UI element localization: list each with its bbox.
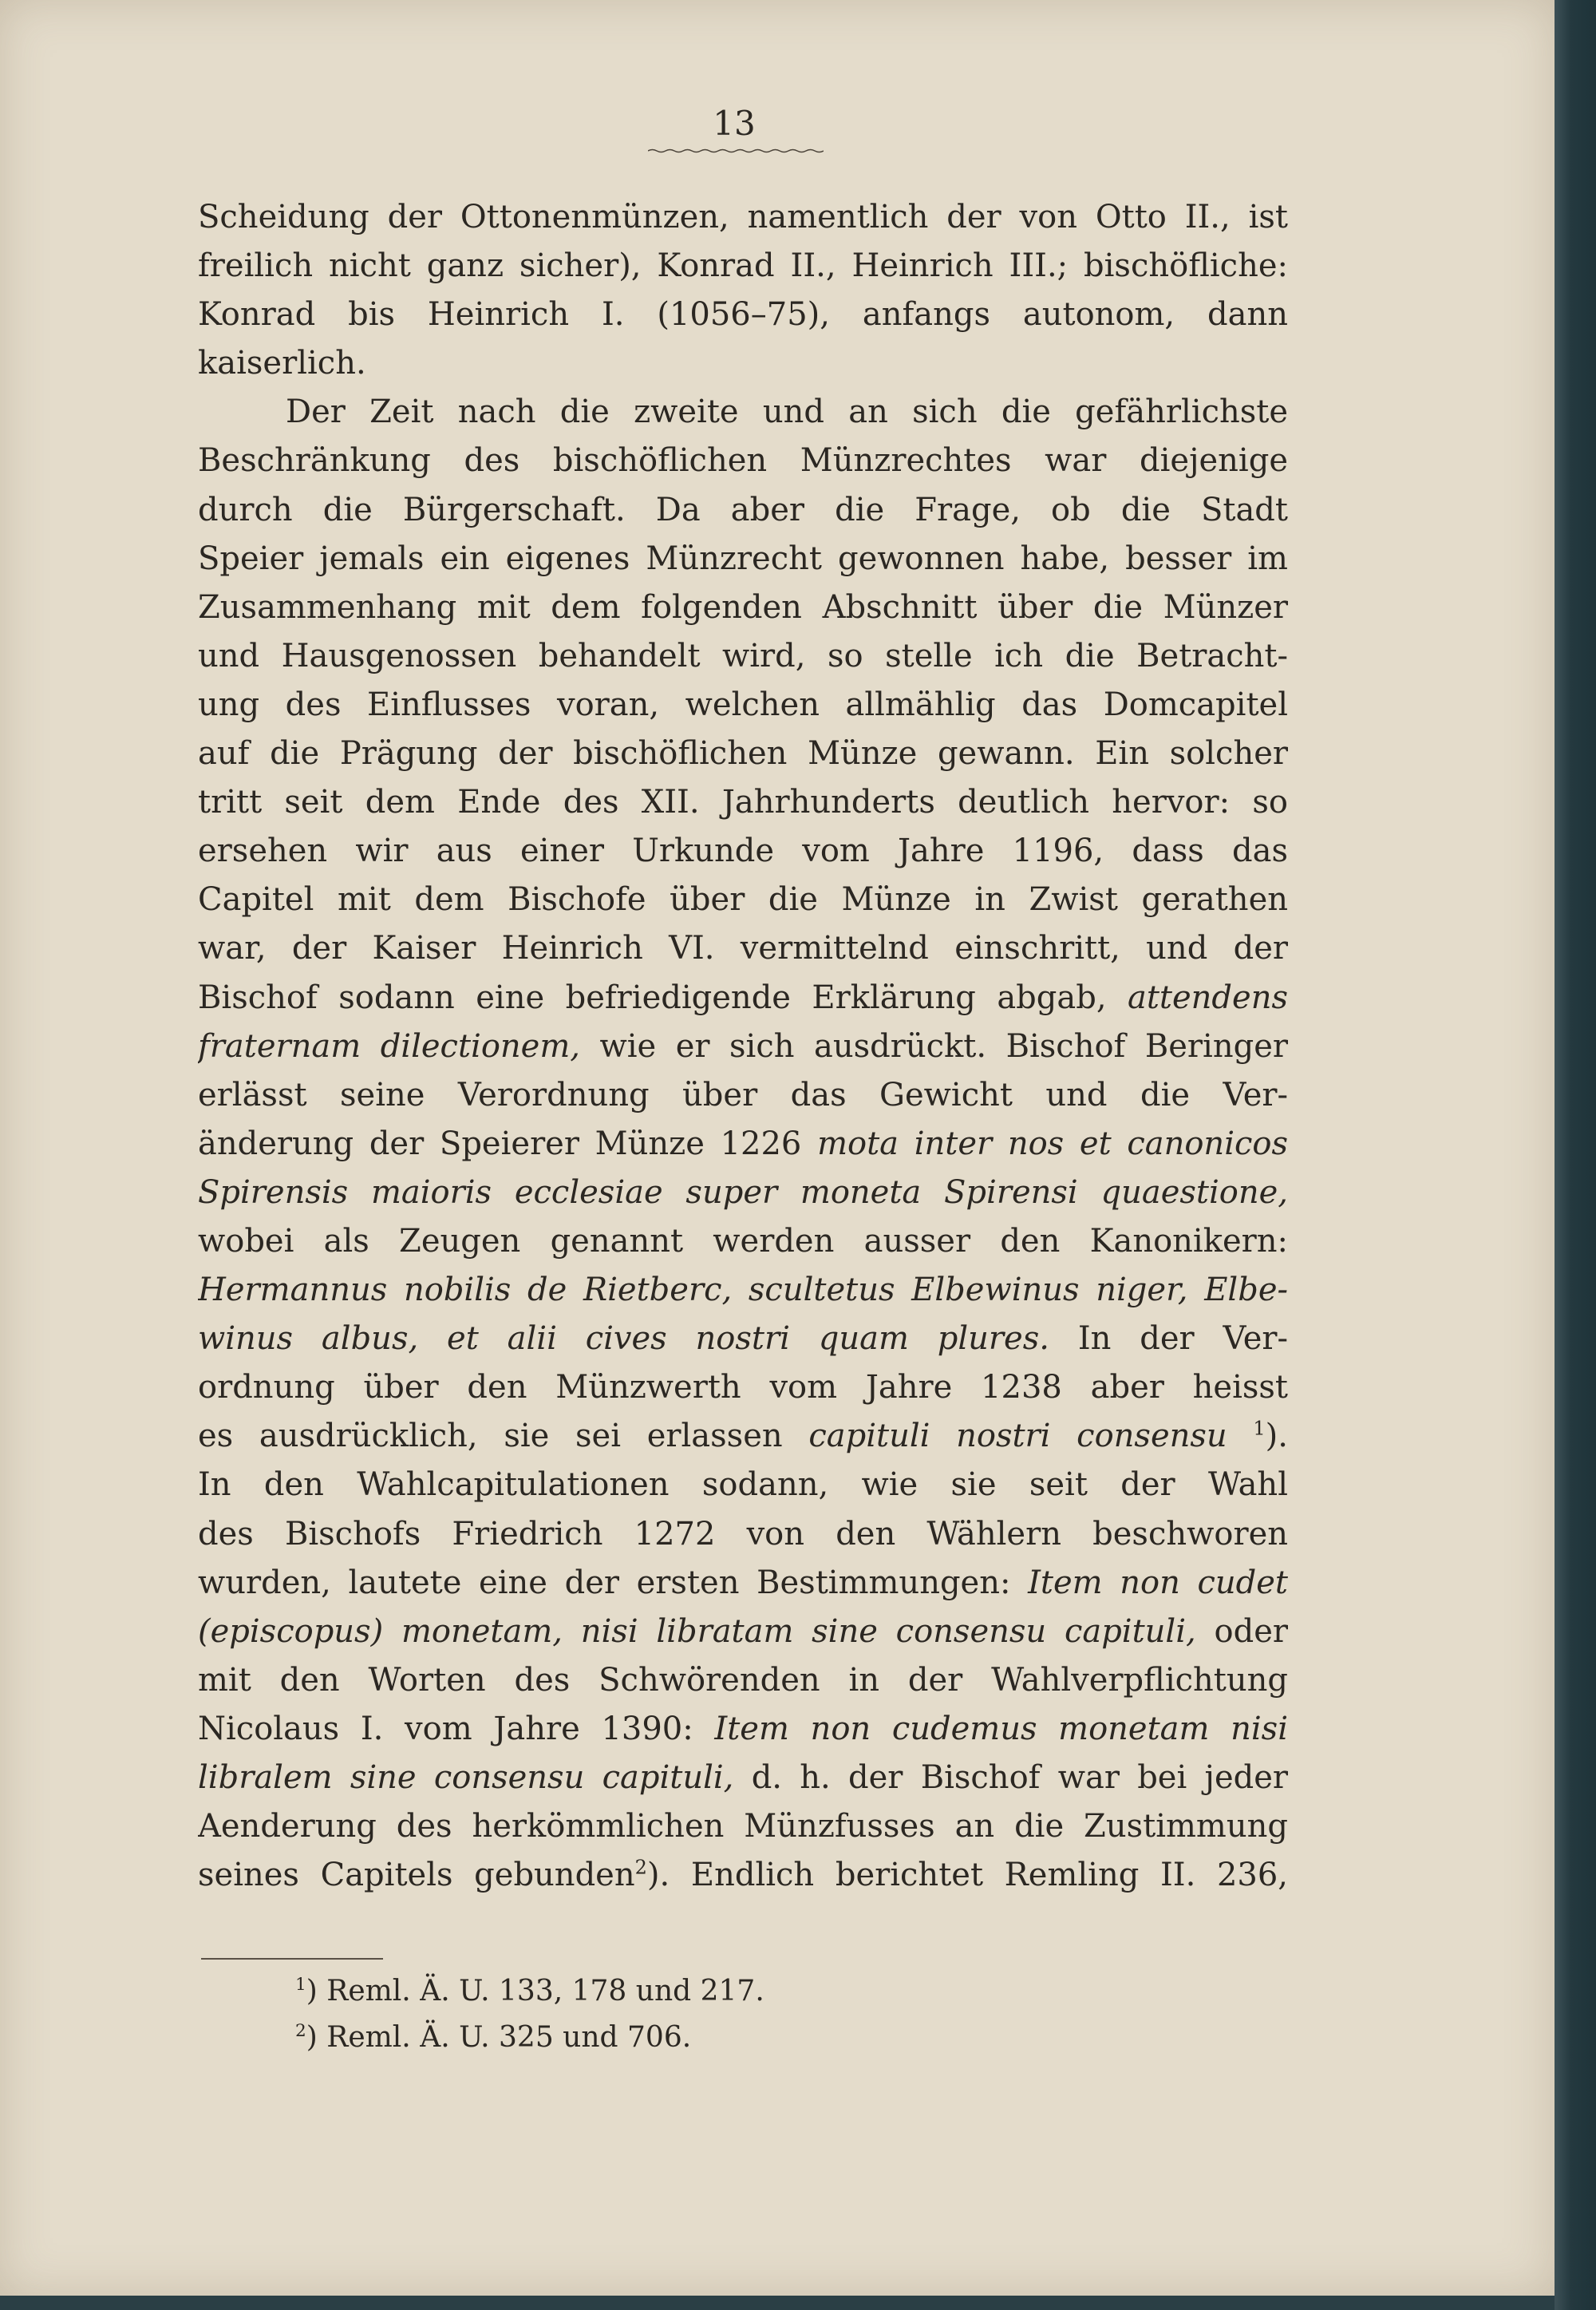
text-line (198, 1120, 1288, 1169)
text-line: Beschränkung des bischöflichen Münzrechtes war diejenige (198, 442, 1288, 480)
text-line (198, 1412, 1288, 1461)
footnote: $^2$) Reml. Ä. U. 325 und 706. (295, 2021, 692, 2054)
text-line (198, 1266, 1288, 1315)
text-line: Speier jemals ein eigenes Münzrecht gewonnen habe, besser im (198, 540, 1288, 577)
line-segment: es ausdrücklich, sie sei erlassen (198, 1418, 783, 1455)
text-line: mit den Worten des Schwörenden in der Wahlverpflichtung (198, 1661, 1288, 1699)
text-line: freilich nicht ganz sicher), Konrad II., Heinrich III.; bischöfliche: (198, 247, 1288, 285)
page-number: 13 (713, 104, 756, 143)
text-line (198, 1169, 1288, 1217)
line-segment: d. h. der Bischof war bei jeder (751, 1759, 1288, 1796)
text-line (198, 1754, 1288, 1802)
line-segment: wurden, lautete eine der ersten Bestimmungen: (198, 1564, 1011, 1601)
text-line (198, 1559, 1288, 1608)
latin-quote: fraternam dilectionem, (198, 1027, 580, 1065)
line-segment: In der Ver- (1077, 1320, 1288, 1358)
book-edge-bottom (0, 2296, 1555, 2310)
page-number-ornament (648, 148, 824, 153)
text-line: Zusammenhang mit dem folgenden Abschnitt über die Münzer (198, 588, 1288, 626)
text-line: des Bischofs Friedrich 1272 von den Wählern beschworen (198, 1515, 1288, 1553)
footnote-ref: 2 (634, 1856, 647, 1879)
footnote-text: Reml. Ä. U. 325 und 706. (326, 2021, 692, 2054)
text-line: und Hausgenossen behandelt wird, so stelle ich die Betracht- (198, 637, 1288, 674)
latin-quote: Item non cudemus monetam nisi (714, 1710, 1288, 1747)
text-line: Scheidung der Ottonenmünzen, namentlich der von Otto II., ist (198, 199, 1288, 235)
footnote-text: Reml. Ä. U. 133, 178 und 217. (326, 1975, 764, 2007)
text-line: ordnung über den Münzwerth vom Jahre 1238 aber heisst (198, 1369, 1288, 1406)
latin-quote: attendens (1128, 979, 1288, 1016)
text-line: durch die Bürgerschaft. Da aber die Frage, ob die Stadt (198, 491, 1288, 528)
text-line: Aenderung des herkömmlichen Münzfusses an die Zustimmung (198, 1808, 1288, 1845)
text-line (198, 1022, 1288, 1071)
text-line: Der Zeit nach die zweite und an sich die gefährlichste (286, 394, 1288, 431)
text-line (198, 974, 1288, 1022)
text-line: In den Wahlcapitulationen sodann, wie sie seit der Wahl (198, 1466, 1288, 1504)
latin-quote: Spirensis maioris ecclesiae super moneta Spirensi quaestione, (198, 1173, 1288, 1211)
text-line: Konrad bis Heinrich I. (1056–75), anfangs autonom, dann (198, 296, 1288, 334)
footnote: $^1$) Reml. Ä. U. 133, 178 und 217. (295, 1975, 764, 2007)
footnotes (295, 1968, 1013, 2061)
text-line: tritt seit dem Ende des XII. Jahrhunderts deutlich hervor: so (198, 784, 1288, 821)
latin-quote: capituli nostri consensu (808, 1418, 1227, 1455)
line-segment: oder (1214, 1612, 1288, 1650)
text-line: auf die Prägung der bischöflichen Münze gewann. Ein solcher (198, 735, 1288, 773)
line-segment: Bischof sodann eine befriedigende Erklärung abgab, (198, 979, 1107, 1016)
text-line: ersehen wir aus einer Urkunde vom Jahre 1196, dass das (198, 833, 1288, 870)
text-line: erlässt seine Verordnung über das Gewicht und die Ver- (198, 1076, 1288, 1113)
text-line: ung des Einflusses voran, welchen allmählig das Domcapitel (198, 686, 1288, 723)
latin-quote: libralem sine consensu capituli, (198, 1759, 734, 1796)
latin-quote: (episcopus) monetam, nisi libratam sine consensu capituli, (198, 1612, 1196, 1650)
latin-quote: Item non cudet (1028, 1564, 1288, 1601)
book-edge (1555, 0, 1596, 2310)
line-segment: Nicolaus I. vom Jahre 1390: (198, 1710, 693, 1747)
line-segment: ). (646, 1857, 670, 1894)
latin-quote: winus albus, et alii cives nostri quam plures. (198, 1320, 1049, 1358)
line-segment: änderung der Speierer Münze 1226 (198, 1125, 802, 1162)
line-segment: Endlich berichtet Remling II. 236, (690, 1857, 1288, 1894)
latin-quote: mota inter nos et canonicos (817, 1125, 1288, 1162)
latin-quote: Hermannus nobilis de Rietberc, scultetus Elbewinus niger, Elbe- (198, 1272, 1288, 1309)
line-segment: ). (1265, 1418, 1288, 1455)
text-line (198, 1705, 1288, 1754)
line-segment: wie er sich ausdrückt. Bischof Beringer (599, 1027, 1288, 1065)
footnote-mark: 2 (295, 2021, 306, 2041)
text-line (198, 1851, 1288, 1900)
text-line (198, 1315, 1288, 1363)
footnote-mark: 1 (295, 1975, 306, 1995)
footnote-divider (201, 1958, 383, 1960)
text-line: wobei als Zeugen genannt werden ausser den Kanonikern: (198, 1222, 1288, 1260)
text-line: kaiserlich. (198, 345, 366, 382)
line-segment: seines Capitels gebunden (198, 1857, 635, 1894)
text-line: Capitel mit dem Bischofe über die Münze in Zwist gerathen (198, 881, 1288, 919)
footnote-ref: 1 (1253, 1418, 1266, 1441)
text-line: war, der Kaiser Heinrich VI. vermittelnd einschritt, und der (198, 930, 1288, 967)
text-line (198, 1608, 1288, 1656)
body-text (198, 193, 1288, 1900)
